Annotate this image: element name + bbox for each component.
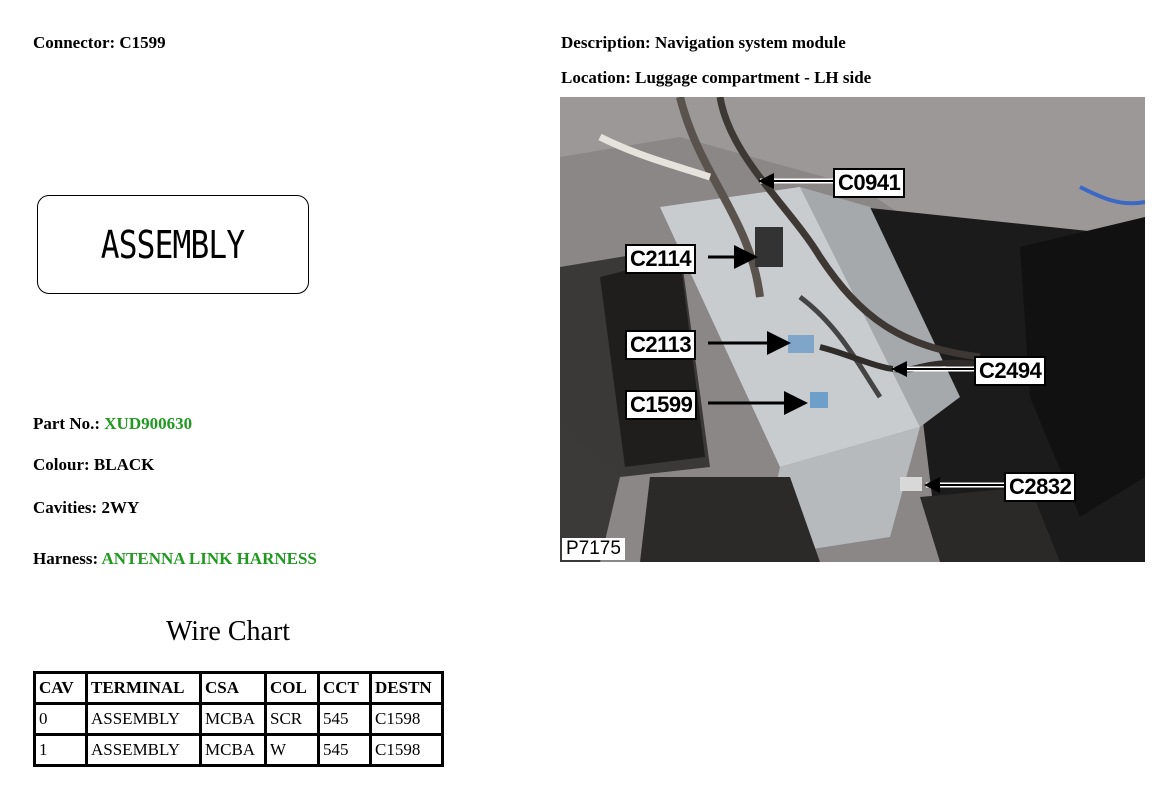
cell-cct: 545: [319, 735, 371, 766]
header-cct: CCT: [319, 673, 371, 704]
header-destn: DESTN: [371, 673, 443, 704]
table-row: [35, 735, 443, 766]
callout-c2494: C2494: [974, 356, 1046, 386]
part-number-link[interactable]: XUD900630: [104, 414, 193, 433]
cell-terminal: ASSEMBLY: [87, 704, 201, 735]
cell-destn: C1598: [371, 735, 443, 766]
wire-chart-title: Wire Chart: [166, 616, 291, 647]
assembly-text: ASSEMBLY: [101, 222, 245, 267]
callout-c2832: C2832: [1004, 472, 1076, 502]
harness: [33, 549, 317, 569]
part-number-label: Part No.:: [33, 414, 105, 433]
cell-csa: MCBA: [201, 735, 266, 766]
wire-chart-table: [33, 671, 444, 767]
cell-destn: C1598: [371, 704, 443, 735]
connector-face-diagram: [37, 195, 309, 294]
cavities-label: Cavities: 2WY: [33, 498, 140, 517]
cell-terminal: ASSEMBLY: [87, 735, 201, 766]
location-label: Location: Luggage compartment - LH side: [561, 68, 872, 87]
cell-cct: 545: [319, 704, 371, 735]
header-cav: CAV: [35, 673, 87, 704]
cell-csa: MCBA: [201, 704, 266, 735]
cell-col: W: [266, 735, 319, 766]
harness-link[interactable]: ANTENNA LINK HARNESS: [101, 549, 317, 568]
colour-label: Colour: BLACK: [33, 455, 155, 474]
cell-col: SCR: [266, 704, 319, 735]
wire-chart-header-row: [35, 673, 443, 704]
cell-cav: 0: [35, 704, 87, 735]
description-label: Description: Navigation system module: [561, 33, 846, 52]
harness-label: Harness:: [33, 549, 102, 568]
header-terminal: TERMINAL: [87, 673, 201, 704]
callout-c2113: C2113: [625, 330, 696, 360]
callout-c1599: C1599: [625, 390, 697, 420]
photo-code: P7175: [562, 538, 625, 560]
callout-c2114: C2114: [625, 244, 696, 274]
connector-label: Connector: C1599: [33, 33, 166, 52]
cell-cav: 1: [35, 735, 87, 766]
header-col: COL: [266, 673, 319, 704]
table-row: [35, 704, 443, 735]
header-csa: CSA: [201, 673, 266, 704]
location-photo: [560, 97, 1145, 562]
part-number: [33, 414, 192, 434]
callout-c0941: C0941: [833, 168, 905, 198]
